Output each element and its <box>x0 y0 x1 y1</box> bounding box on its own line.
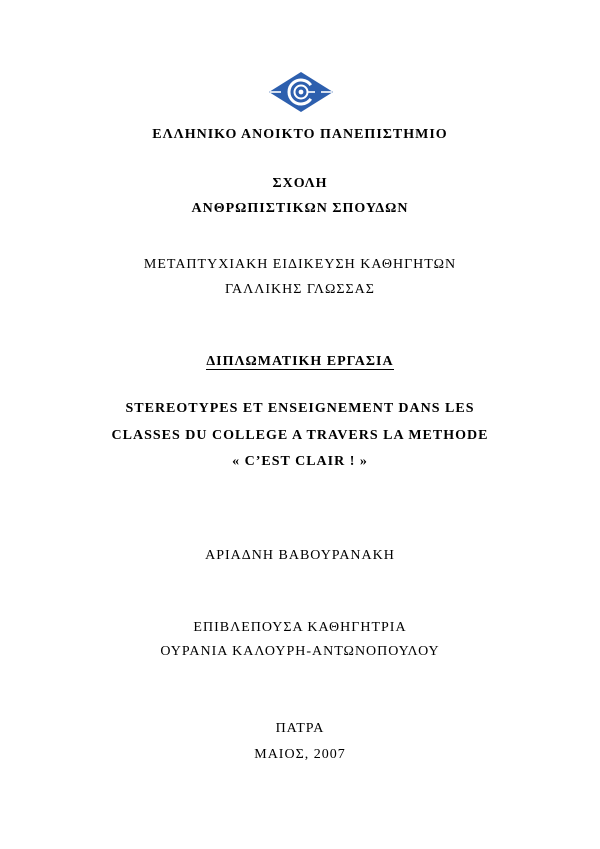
city: ΠΑΤΡΑ <box>275 721 325 736</box>
thesis-title-line-3: « C’EST CLAIR ! » <box>232 454 368 469</box>
supervisor-label: ΕΠΙΒΛΕΠΟΥΣΑ ΚΑΘΗΓΗΤΡΙΑ <box>193 620 407 635</box>
thesis-type-heading <box>0 354 600 370</box>
university-name: ΕΛΛΗΝΙΚΟ ΑΝΟΙΚΤΟ ΠΑΝΕΠΙΣΤΗΜΙΟ <box>152 127 448 142</box>
supervisor-name: ΟΥΡΑΝΙΑ ΚΑΛΟΥΡΗ-ΑΝΤΩΝΟΠΟΥΛΟΥ <box>160 644 440 659</box>
thesis-title-line-1: STEREOTYPES ET ENSEIGNEMENT DANS LES <box>125 401 475 416</box>
program-language: ΓΑΛΛΙΚΗΣ ΓΛΩΣΣΑΣ <box>225 282 375 297</box>
thesis-type-text: ΔΙΠΛΩΜΑΤΙΚΗ ΕΡΓΑΣΙΑ <box>206 354 394 369</box>
school-name: ΑΝΘΡΩΠΙΣΤΙΚΩΝ ΣΠΟΥΔΩΝ <box>191 201 409 216</box>
university-logo-icon <box>269 72 333 112</box>
school-label: ΣΧΟΛΗ <box>272 176 328 191</box>
author-name: ΑΡΙΑΔΝΗ ΒΑΒΟΥΡΑΝΑΚΗ <box>205 548 395 563</box>
date: ΜΑΙΟΣ, 2007 <box>254 747 346 762</box>
thesis-title-line-2: CLASSES DU COLLEGE A TRAVERS LA METHODE <box>111 428 489 443</box>
program-title: ΜΕΤΑΠΤΥΧΙΑΚΗ ΕΙΔΙΚΕΥΣΗ ΚΑΘΗΓΗΤΩΝ <box>143 257 457 272</box>
